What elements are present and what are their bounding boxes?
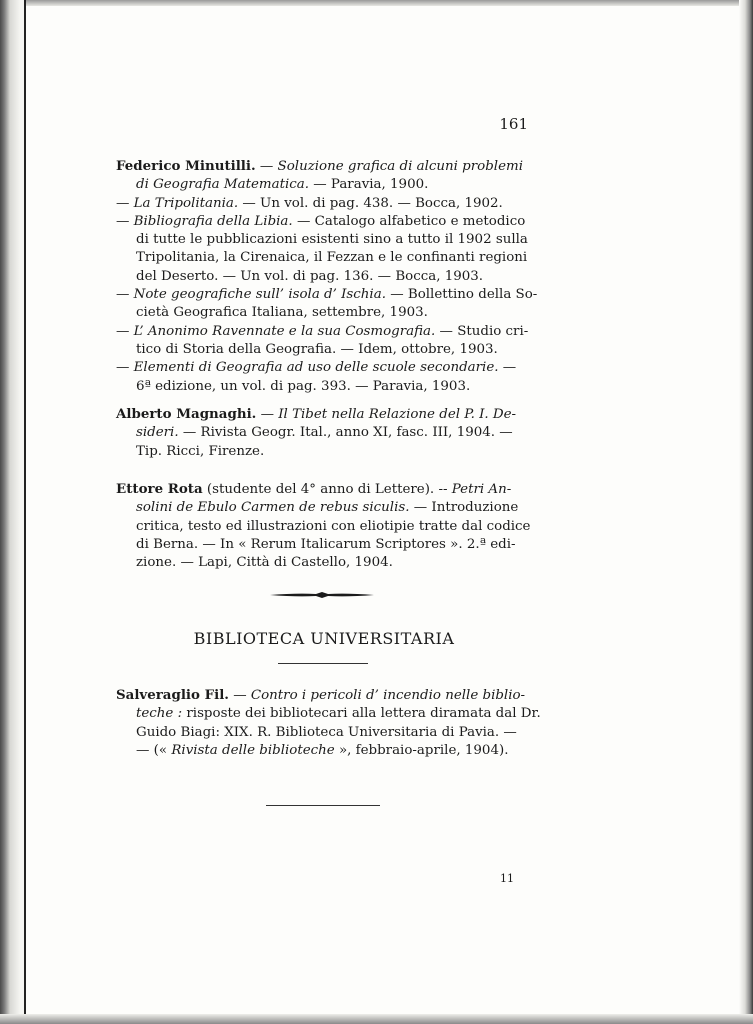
entry-line [116,554,532,572]
entry-line [116,268,532,286]
entry-line [116,686,532,705]
scan-edge-top [0,0,753,6]
entry-text: — Introduzione [409,500,519,516]
entry-dash: — [116,195,134,211]
entry-line [116,705,541,723]
entry-author: Salveraglio Fil. [116,687,229,703]
entry-line [116,195,532,213]
entry-text: — Bollettino della So- [385,287,538,303]
entry-text: — Catalogo alfabetico e metodico [292,213,526,229]
entry-line [116,499,532,517]
entry-text: — Un vol. di pag. 438. — Bocca, 1902. [238,195,503,211]
entry-line [116,231,532,249]
entry-text: 6ª edizione, un vol. di pag. 393. — Paravia, 1903. [136,378,471,394]
entry-title: di Geografia Matematica. [136,177,310,193]
page-number: 161 [499,115,528,133]
entry-text: risposte dei bibliotecari alla lettera diramata dal Dr. [182,706,541,722]
entry-dash: — [116,213,134,229]
entry-text: tico di Storia della Geografia. — Idem, ottobre, 1903. [136,341,498,357]
entry-line [116,724,532,742]
entry-title: Soluzione grafica di alcuni problemi [277,159,523,174]
scan-edge-right [739,0,753,1024]
bibliography-entry-rota [116,480,532,572]
entry-dash: — [116,323,134,339]
entry-text: — [498,360,517,376]
entry-line [116,304,532,322]
entry-line [116,176,532,194]
entry-line [116,249,532,267]
section-title-rule [278,663,368,664]
entry-text: di tutte le pubblicazioni esistenti sino a tutto il 1902 sulla [136,232,528,248]
entry-line [116,443,532,461]
closing-rule [266,805,380,806]
entry-text: — Rivista Geogr. Ital., anno XI, fasc. III, 1904. — [178,425,513,441]
entry-dash: — [116,360,134,376]
entry-text: — (« [136,742,172,758]
entry-text: Tripolitania, la Cirenaica, il Fezzan e le confinanti regioni [136,250,528,266]
entry-text: Tip. Ricci, Firenze. [136,443,265,459]
entry-line [116,405,532,424]
entry-text: », febbraio-aprile, 1904). [334,742,509,758]
entry-dash: — [228,688,251,703]
entry-title: Bibliografia della Libia. [133,213,293,229]
entry-dash: — [116,287,134,303]
entry-text: cietà Geografica Italiana, settembre, 1903. [136,305,428,321]
entry-title: Elementi di Geografia ad uso delle scuole secondarie. [133,360,499,376]
entry-author: Alberto Magnaghi. [116,406,257,422]
bibliography-entry-magnaghi [116,405,532,461]
entry-dash: — [255,159,278,174]
entry-line [116,378,532,396]
entry-text: Guido Biagi: XIX. R. Biblioteca Universitaria di Pavia. — [136,724,517,740]
entry-text: — Paravia, 1900. [309,177,429,193]
entry-line [116,323,532,341]
entry-text: (studente del 4° anno di Lettere). -- [202,482,452,497]
scan-edge-bottom [0,1014,753,1024]
entry-line [116,213,532,231]
entry-line [116,518,532,536]
ornament-divider-icon [270,590,374,600]
entry-title: Il Tibet nella Relazione del P. I. De- [278,407,517,422]
entry-dash: — [256,407,279,422]
entry-line [116,341,532,359]
entry-line [116,157,532,176]
entry-title: solini de Ebulo Carmen de rebus siculis. [136,500,410,516]
entry-line [116,286,538,304]
entry-line [116,359,532,377]
entry-line [116,536,532,554]
entry-title: Rivista delle biblioteche [171,742,335,758]
entry-text: del Deserto. — Un vol. di pag. 136. — Bocca, 1903. [136,268,484,284]
entry-title: L’ Anonimo Ravennate e la sua Cosmografia. [133,323,436,339]
entry-text: zione. — Lapi, Città di Castello, 1904. [136,555,393,571]
entry-title: teche : [136,706,183,722]
scan-edge-left [0,0,26,1024]
entry-line [116,480,532,499]
entry-title: sideri. [136,425,179,441]
entry-text: critica, testo ed illustrazioni con eliotipie tratte dal codice [136,518,531,534]
entry-author: Federico Minutilli. [116,158,256,174]
section-title: BIBLIOTECA UNIVERSITARIA [193,629,455,648]
entry-author: Ettore Rota [116,481,203,497]
entry-title: Petri An- [451,482,512,497]
entry-line [116,424,532,442]
bibliography-entry-minutilli [116,157,538,396]
entry-line [116,742,532,760]
entry-title: Note geografiche sull’ isola d’ Ischia. [133,287,386,303]
entry-text: di Berna. — In « Rerum Italicarum Scriptores ». 2.ª edi- [136,536,516,552]
entry-text: — Studio cri- [435,323,529,339]
signature-mark: 11 [500,872,514,885]
entry-title: La Tripolitania. [133,195,239,211]
entry-title: Contro i pericoli d’ incendio nelle biblio- [250,688,526,703]
bibliography-entry-salveraglio [116,686,541,760]
